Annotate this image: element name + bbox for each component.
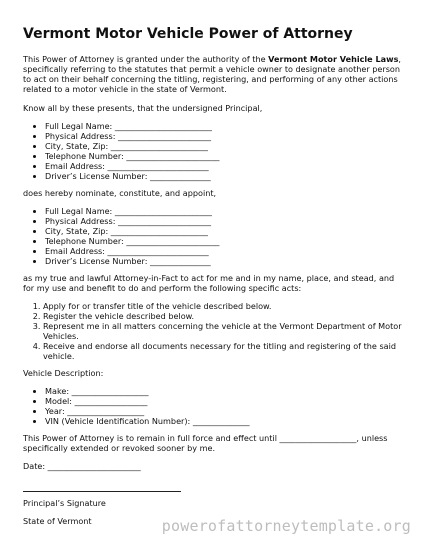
appoint-text: does hereby nominate, constitute, and appoint, — [23, 188, 217, 198]
document-page — [23, 26, 403, 534]
act-item: 2. Register the vehicle described below. — [43, 311, 403, 321]
agent-fields-list — [23, 206, 403, 266]
intro-law-name: Vermont Motor Vehicle Laws — [268, 54, 399, 64]
principal-field: • Driver’s License Number: _______________ — [45, 171, 403, 181]
principal-field: • City, State, Zip: ________________________ — [45, 141, 403, 151]
vehicle-field: • Year: ___________________ — [45, 406, 403, 416]
act-item: 4. Receive and endorse all documents necessary for the titling and registering of the said vehicle. — [43, 341, 403, 361]
agent-field: • Full Legal Name: ________________________ — [45, 206, 403, 216]
acts-list — [23, 301, 403, 361]
spacer — [23, 479, 403, 491]
principal-field: • Email Address: _________________________ — [45, 161, 403, 171]
attorney-text: as my true and lawful Attorney-in-Fact to act for me and in my name, place, and stead, and for my use and benefit to do and perform the following specific acts: — [23, 273, 395, 293]
signature-label: Principal’s Signature — [23, 498, 106, 508]
intro-text-start: This Power of Attorney is granted under the authority of the — [23, 54, 269, 64]
watermark: powerofattorneytemplate.org — [161, 517, 411, 535]
intro-text-end: , specifically referring to the statutes that permit a vehicle owner to designate another person to act on their behalf concerning the titling, registering, and performing of any other actions related to a motor vehicle in the state of Vermont. — [23, 54, 401, 94]
agent-field: • City, State, Zip: ________________________ — [45, 226, 403, 236]
signature-line — [23, 491, 181, 492]
principal-field: • Full Legal Name: ________________________ — [45, 121, 403, 131]
principal-field: • Physical Address: _______________________ — [45, 131, 403, 141]
agent-field: • Driver’s License Number: _______________ — [45, 256, 403, 266]
date-line: Date: _______________________ — [23, 461, 141, 471]
principal-fields-list — [23, 121, 403, 181]
vehicle-field: • VIN (Vehicle Identification Number): ______________ — [45, 416, 403, 426]
agent-field: • Physical Address: _______________________ — [45, 216, 403, 226]
vehicle-field: • Model: __________________ — [45, 396, 403, 406]
act-item: 3. Represent me in all matters concerning the vehicle at the Vermont Department of Motor Vehicles. — [43, 321, 403, 341]
vehicle-fields-list — [23, 386, 403, 426]
principal-field: • Telephone Number: _______________________ — [45, 151, 403, 161]
page-title: Vermont Motor Vehicle Power of Attorney — [23, 26, 353, 42]
vehicle-heading: Vehicle Description: — [23, 368, 104, 378]
agent-field: • Telephone Number: _______________________ — [45, 236, 403, 246]
principal-intro: Know all by these presents, that the undersigned Principal, — [23, 103, 263, 113]
agent-field: • Email Address: _________________________ — [45, 246, 403, 256]
act-item: 1. Apply for or transfer title of the vehicle described below. — [43, 301, 403, 311]
duration-text: This Power of Attorney is to remain in full force and effect until ___________________, unless specifically extended or revoked sooner by me. — [23, 433, 388, 453]
state-label: State of Vermont — [23, 516, 92, 526]
intro-paragraph — [23, 54, 403, 94]
vehicle-field: • Make: ___________________ — [45, 386, 403, 396]
